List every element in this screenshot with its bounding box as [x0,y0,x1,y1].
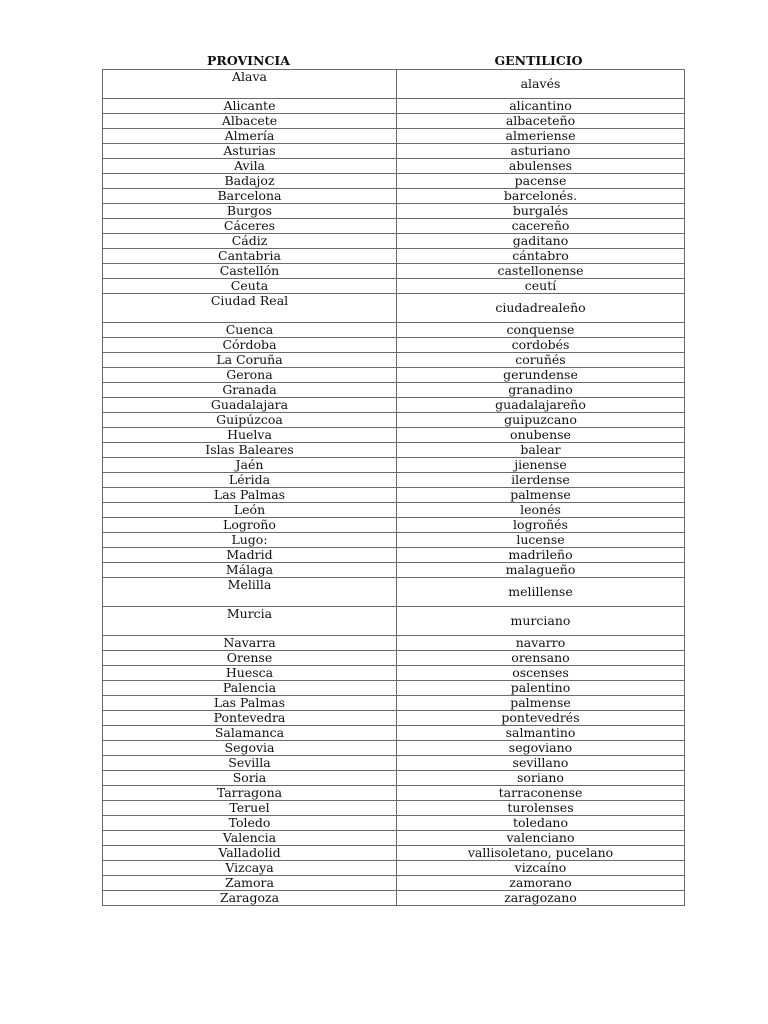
gentilicio-cell: melillense [397,578,685,607]
gentilicio-cell: onubense [397,428,685,443]
table-row [103,368,685,383]
provincia-cell: Ciudad Real [103,294,397,323]
provincia-header: PROVINCIA [207,53,290,68]
gentilicio-cell: vizcaíno [397,861,685,876]
provincia-cell: Islas Baleares [103,443,397,458]
table-row [103,563,685,578]
provincia-cell: Orense [103,651,397,666]
gentilicio-cell: soriano [397,771,685,786]
provincia-cell: Navarra [103,636,397,651]
provincia-cell: Burgos [103,204,397,219]
provincia-cell: Valencia [103,831,397,846]
provincia-cell: Melilla [103,578,397,607]
gentilicio-cell: balear [397,443,685,458]
gentilicio-cell: gaditano [397,234,685,249]
gentilicio-cell: orensano [397,651,685,666]
gentilicio-cell: alicantino [397,99,685,114]
table-row [103,651,685,666]
table-row [103,398,685,413]
provincia-cell: Lérida [103,473,397,488]
gentilicio-cell: almeriense [397,129,685,144]
table-row [103,666,685,681]
table-row [103,249,685,264]
table-row [103,891,685,906]
gentilicio-cell: gerundense [397,368,685,383]
provincia-cell: León [103,503,397,518]
gentilicio-cell: sevillano [397,756,685,771]
provincia-cell: Teruel [103,801,397,816]
table-row [103,219,685,234]
provincia-cell: Albacete [103,114,397,129]
provincia-cell: Avila [103,159,397,174]
provincia-cell: Segovia [103,741,397,756]
gentilicio-cell: conquense [397,323,685,338]
table-row [103,279,685,294]
gentilicio-cell: tarraconense [397,786,685,801]
provincia-cell: La Coruña [103,353,397,368]
gentilicio-cell: zamorano [397,876,685,891]
gentilicio-cell: valenciano [397,831,685,846]
gentilicio-cell: cacereño [397,219,685,234]
gentilicio-cell: jienense [397,458,685,473]
provincia-cell: Gerona [103,368,397,383]
provincia-cell: Tarragona [103,786,397,801]
table-row [103,726,685,741]
table-row [103,189,685,204]
provincia-cell: Huelva [103,428,397,443]
gentilicio-cell: ilerdense [397,473,685,488]
table-row [103,578,685,607]
table-row [103,876,685,891]
gentilicio-cell: murciano [397,607,685,636]
gentilicio-cell: logroñés [397,518,685,533]
provincia-cell: Toledo [103,816,397,831]
table-row [103,204,685,219]
provincia-cell: Cáceres [103,219,397,234]
table-row [103,413,685,428]
gentilicio-cell: coruñés [397,353,685,368]
gentilicio-cell: palmense [397,488,685,503]
provincia-cell: Cádiz [103,234,397,249]
gentilicio-cell: guadalajareño [397,398,685,413]
gentilicio-cell: lucense [397,533,685,548]
provincia-cell: Barcelona [103,189,397,204]
gentilicio-table [102,69,685,906]
gentilicio-cell: malagueño [397,563,685,578]
provincia-cell: Córdoba [103,338,397,353]
table-row [103,70,685,99]
gentilicio-cell: navarro [397,636,685,651]
table-row [103,831,685,846]
gentilicio-cell: oscenses [397,666,685,681]
table-row [103,473,685,488]
table-row [103,383,685,398]
provincia-cell: Castellón [103,264,397,279]
provincia-cell: Ceuta [103,279,397,294]
provincia-cell: Granada [103,383,397,398]
table-row [103,353,685,368]
provincia-cell: Guadalajara [103,398,397,413]
table-row [103,458,685,473]
gentilicio-cell: salmantino [397,726,685,741]
provincia-cell: Almería [103,129,397,144]
table-header [102,53,682,69]
gentilicio-cell: pontevedrés [397,711,685,726]
table-row [103,338,685,353]
gentilicio-cell: toledano [397,816,685,831]
table-body [103,70,685,906]
table-row [103,518,685,533]
gentilicio-cell: cordobés [397,338,685,353]
provincia-cell: Lugo: [103,533,397,548]
provincia-cell: Cuenca [103,323,397,338]
gentilicio-cell: palmense [397,696,685,711]
gentilicio-cell: granadino [397,383,685,398]
provincia-cell: Huesca [103,666,397,681]
table-row [103,861,685,876]
table-row [103,771,685,786]
gentilicio-cell: burgalés [397,204,685,219]
table-row [103,503,685,518]
table-row [103,607,685,636]
gentilicio-cell: alavés [397,70,685,99]
provincia-cell: Guipúzcoa [103,413,397,428]
gentilicio-cell: madrileño [397,548,685,563]
table-row [103,294,685,323]
gentilicio-cell: albaceteño [397,114,685,129]
table-row [103,99,685,114]
provincia-cell: Málaga [103,563,397,578]
table-row [103,533,685,548]
provincia-cell: Pontevedra [103,711,397,726]
table-row [103,816,685,831]
table-row [103,428,685,443]
table-row [103,548,685,563]
table-row [103,801,685,816]
provincia-cell: Salamanca [103,726,397,741]
table-row [103,786,685,801]
gentilicio-header: GENTILICIO [494,53,583,68]
gentilicio-cell: pacense [397,174,685,189]
provincia-cell: Las Palmas [103,696,397,711]
provincia-cell: Valladolid [103,846,397,861]
table-row [103,846,685,861]
table-row [103,174,685,189]
table-row [103,323,685,338]
table-row [103,234,685,249]
table-row [103,114,685,129]
gentilicio-cell: abulenses [397,159,685,174]
provincia-cell: Zamora [103,876,397,891]
provincia-cell: Soria [103,771,397,786]
table-row [103,636,685,651]
gentilicio-cell: leonés [397,503,685,518]
table-row [103,681,685,696]
table-row [103,159,685,174]
table-row [103,129,685,144]
table-row [103,443,685,458]
gentilicio-cell: ceutí [397,279,685,294]
gentilicio-cell: castellonense [397,264,685,279]
gentilicio-cell: asturiano [397,144,685,159]
gentilicio-cell: vallisoletano, pucelano [397,846,685,861]
table-row [103,711,685,726]
gentilicio-cell: zaragozano [397,891,685,906]
provincia-cell: Sevilla [103,756,397,771]
gentilicio-cell: guipuzcano [397,413,685,428]
provincia-cell: Alicante [103,99,397,114]
gentilicio-cell: cántabro [397,249,685,264]
provincia-cell: Logroño [103,518,397,533]
table-row [103,756,685,771]
gentilicio-cell: barcelonés. [397,189,685,204]
provincia-cell: Las Palmas [103,488,397,503]
provincia-cell: Zaragoza [103,891,397,906]
table-row [103,488,685,503]
table-row [103,264,685,279]
provincia-cell: Madrid [103,548,397,563]
provincia-cell: Asturias [103,144,397,159]
provincia-cell: Cantabria [103,249,397,264]
table-row [103,144,685,159]
provincia-cell: Palencia [103,681,397,696]
provincia-cell: Murcia [103,607,397,636]
gentilicio-cell: turolenses [397,801,685,816]
provincia-cell: Vizcaya [103,861,397,876]
table-row [103,696,685,711]
provincia-cell: Badajoz [103,174,397,189]
provincia-cell: Alava [103,70,397,99]
gentilicio-cell: ciudadrealeño [397,294,685,323]
gentilicio-cell: segoviano [397,741,685,756]
gentilicio-cell: palentino [397,681,685,696]
provincia-cell: Jaén [103,458,397,473]
table-row [103,741,685,756]
